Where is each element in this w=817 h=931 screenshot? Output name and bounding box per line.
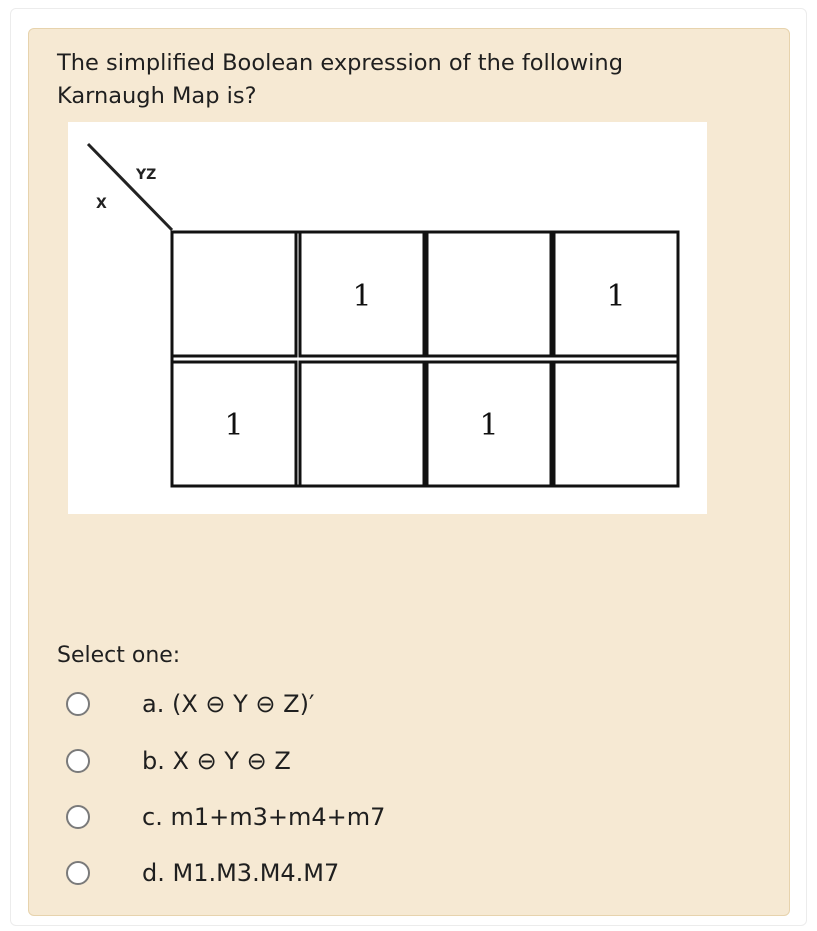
radio-option-a[interactable]: [66, 692, 90, 716]
option-d-text[interactable]: d. M1.M3.M4.M7: [142, 859, 340, 887]
kmap-corner-diagonal: [88, 144, 172, 230]
radio-option-c[interactable]: [66, 805, 90, 829]
kmap-cell-r1-c1: [300, 362, 424, 486]
option-c[interactable]: [66, 799, 486, 835]
kmap-svg: [68, 122, 707, 514]
option-c-text[interactable]: c. m1+m3+m4+m7: [142, 803, 386, 831]
kmap-row-variable-label: X: [96, 196, 107, 212]
kmap-cell-r1-c3: [554, 362, 678, 486]
kmap-cell-r0-c2: [427, 232, 551, 356]
option-d[interactable]: [66, 855, 486, 891]
option-a-text[interactable]: a. (X ⊖ Y ⊖ Z)′: [142, 690, 315, 718]
kmap-figure: [68, 122, 707, 514]
option-b[interactable]: [66, 743, 486, 779]
kmap-value-r0-c1: 1: [352, 279, 372, 314]
option-a[interactable]: [66, 686, 486, 722]
select-one-label: Select one:: [57, 643, 181, 668]
question-line-2: Karnaugh Map is?: [57, 83, 257, 109]
kmap-column-variable-label: YZ: [136, 167, 157, 183]
kmap-value-r1-c2: 1: [479, 408, 499, 443]
kmap-cell-r0-c0: [172, 232, 296, 356]
question-line-1: The simplified Boolean expression of the following: [57, 50, 623, 76]
kmap-value-r1-c0: 1: [224, 408, 244, 443]
radio-option-b[interactable]: [66, 749, 90, 773]
question-text: [57, 47, 737, 113]
option-b-text[interactable]: b. X ⊖ Y ⊖ Z: [142, 747, 291, 775]
radio-option-d[interactable]: [66, 861, 90, 885]
kmap-value-r0-c3: 1: [606, 279, 626, 314]
